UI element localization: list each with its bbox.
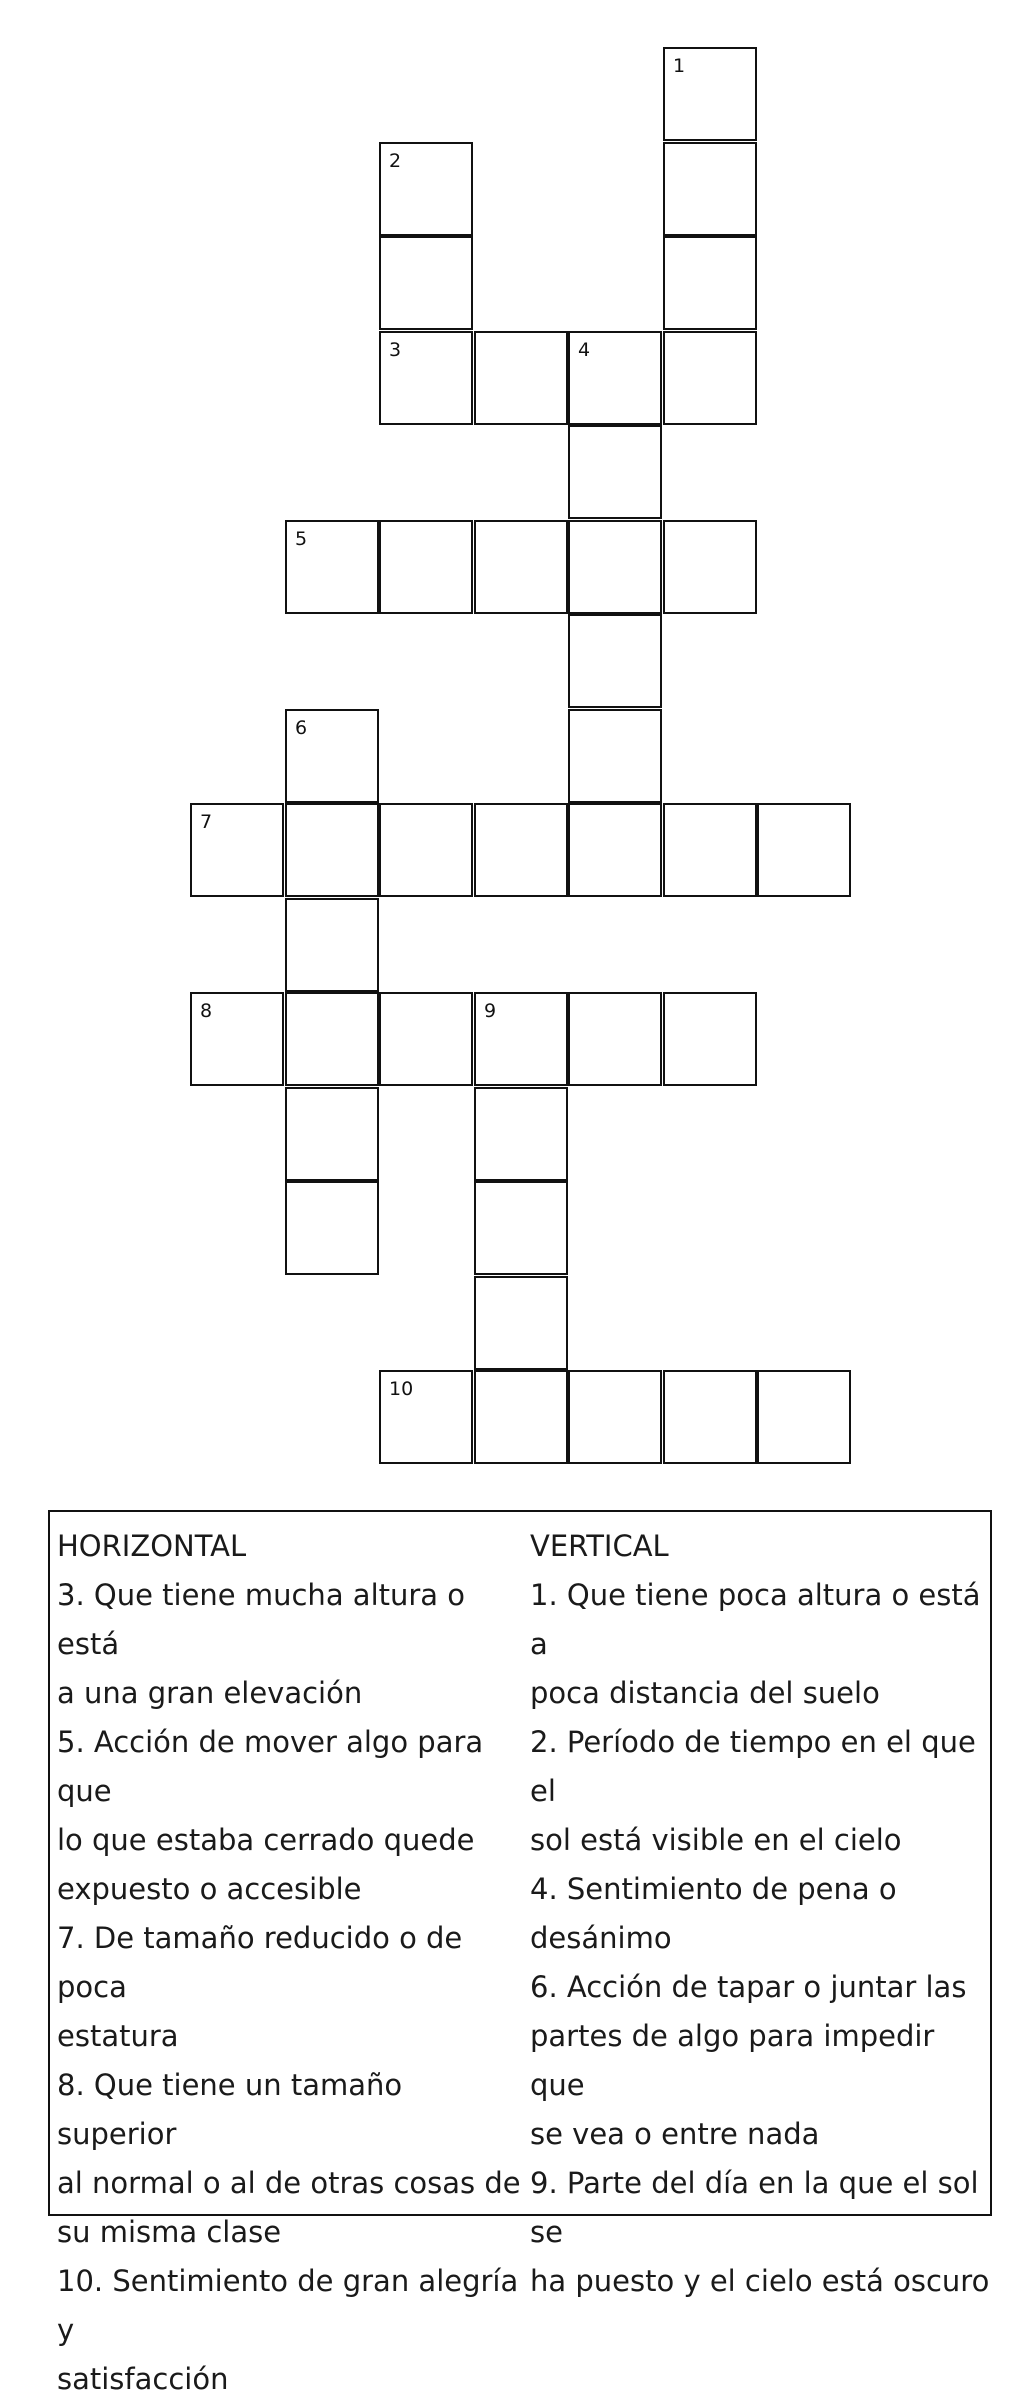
crossword-cell[interactable] xyxy=(474,803,568,897)
horizontal-clue-line: satisfacción xyxy=(57,2362,229,2396)
crossword-cell[interactable] xyxy=(379,236,473,330)
clue-number: 8 xyxy=(200,1000,213,1022)
horizontal-clue-line: a una gran elevación xyxy=(57,1676,363,1710)
clue-number: 3 xyxy=(389,339,402,361)
crossword-cell[interactable] xyxy=(663,236,757,330)
crossword-cell[interactable] xyxy=(474,331,568,425)
vertical-clue-line: 2. Período de tiempo en el que el xyxy=(530,1725,976,1808)
crossword-cell[interactable] xyxy=(379,992,473,1086)
horizontal-clue-line: expuesto o accesible xyxy=(57,1872,362,1906)
crossword-cell[interactable] xyxy=(379,520,473,614)
vertical-clue-line: ha puesto y el cielo está oscuro xyxy=(530,2264,990,2298)
crossword-cell[interactable] xyxy=(285,992,379,1086)
crossword-cell[interactable] xyxy=(663,47,757,141)
clues-box xyxy=(48,1510,992,2396)
crossword-cell[interactable] xyxy=(663,992,757,1086)
clue-number: 5 xyxy=(295,528,308,550)
crossword-cell[interactable] xyxy=(379,331,473,425)
clue-number: 1 xyxy=(673,55,686,77)
crossword-cell[interactable] xyxy=(663,1370,757,1464)
horizontal-clue-line: estatura xyxy=(57,2019,179,2053)
crossword-cell[interactable] xyxy=(568,331,662,425)
crossword-cell[interactable] xyxy=(663,520,757,614)
crossword-cell[interactable] xyxy=(568,1370,662,1464)
crossword-cell[interactable] xyxy=(285,709,379,803)
vertical-clue-line: sol está visible en el cielo xyxy=(530,1823,902,1857)
crossword-cell[interactable] xyxy=(285,520,379,614)
crossword-cell[interactable] xyxy=(568,709,662,803)
clue-number: 9 xyxy=(484,1000,497,1022)
horizontal-clue-line: su misma clase xyxy=(57,2215,282,2249)
crossword-cell[interactable] xyxy=(568,425,662,519)
crossword-cell[interactable] xyxy=(757,803,851,897)
clue-number: 2 xyxy=(389,150,402,172)
crossword-cell[interactable] xyxy=(474,1370,568,1464)
clue-number: 10 xyxy=(389,1378,414,1400)
clue-number: 4 xyxy=(578,339,591,361)
crossword-cell[interactable] xyxy=(568,520,662,614)
vertical-clue-line: poca distancia del suelo xyxy=(530,1676,880,1710)
crossword-cell[interactable] xyxy=(663,803,757,897)
horizontal-clue-line: 8. Que tiene un tamaño superior xyxy=(57,2068,403,2151)
horizontal-clue-line: 5. Acción de mover algo para que xyxy=(57,1725,484,1808)
crossword-cell[interactable] xyxy=(379,803,473,897)
vertical-clue-line: 9. Parte del día en la que el sol se xyxy=(530,2166,979,2249)
vertical-clue-line: se vea o entre nada xyxy=(530,2117,820,2151)
crossword-cell[interactable] xyxy=(568,992,662,1086)
clue-number: 6 xyxy=(295,717,308,739)
horizontal-clue-line: 10. Sentimiento de gran alegría y xyxy=(57,2264,519,2347)
vertical-clue-line: 6. Acción de tapar o juntar las xyxy=(530,1970,967,2004)
crossword-cell[interactable] xyxy=(285,1087,379,1181)
horizontal-clue-line: 7. De tamaño reducido o de poca xyxy=(57,1921,463,2004)
vertical-clue-line: desánimo xyxy=(530,1921,672,1955)
crossword-cell[interactable] xyxy=(757,1370,851,1464)
crossword-cell[interactable] xyxy=(568,614,662,708)
clue-number: 7 xyxy=(200,811,213,833)
horizontal-heading: HORIZONTAL xyxy=(57,1529,247,1563)
crossword-cell[interactable] xyxy=(285,898,379,992)
crossword-cell[interactable] xyxy=(285,1181,379,1275)
vertical-clues xyxy=(530,1522,990,2306)
crossword-cell[interactable] xyxy=(285,803,379,897)
vertical-heading: VERTICAL xyxy=(530,1529,669,1563)
crossword-cell[interactable] xyxy=(474,1087,568,1181)
crossword-cell[interactable] xyxy=(379,142,473,236)
crossword-cell[interactable] xyxy=(474,1276,568,1370)
crossword-cell[interactable] xyxy=(663,142,757,236)
horizontal-clues xyxy=(57,1522,522,2404)
crossword-cell[interactable] xyxy=(568,803,662,897)
horizontal-clue-line: al normal o al de otras cosas de xyxy=(57,2166,521,2200)
crossword-cell[interactable] xyxy=(190,803,284,897)
crossword-cell[interactable] xyxy=(190,992,284,1086)
horizontal-clue-line: lo que estaba cerrado quede xyxy=(57,1823,475,1857)
vertical-clue-line: partes de algo para impedir que xyxy=(530,2019,935,2102)
vertical-clue-line: 1. Que tiene poca altura o está a xyxy=(530,1578,981,1661)
crossword-cell[interactable] xyxy=(474,992,568,1086)
crossword-cell[interactable] xyxy=(474,1181,568,1275)
crossword-cell[interactable] xyxy=(474,520,568,614)
vertical-clue-line: 4. Sentimiento de pena o xyxy=(530,1872,897,1906)
crossword-cell[interactable] xyxy=(379,1370,473,1464)
horizontal-clue-line: 3. Que tiene mucha altura o está xyxy=(57,1578,466,1661)
crossword-cell[interactable] xyxy=(663,331,757,425)
